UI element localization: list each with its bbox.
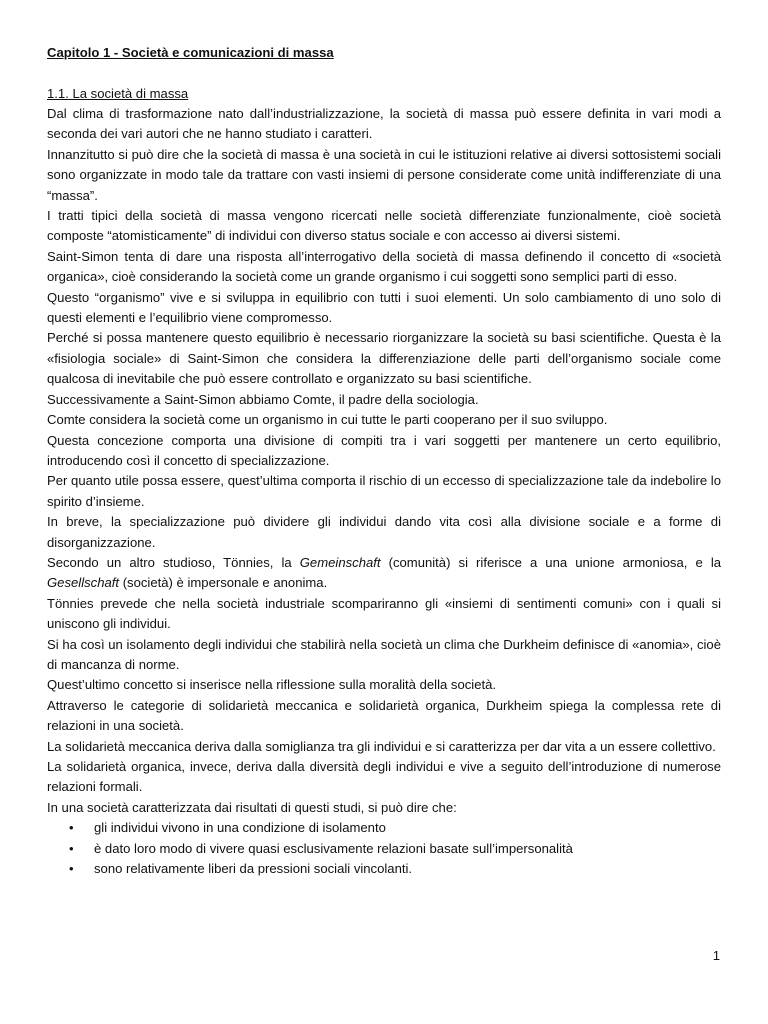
chapter-title: Capitolo 1 - Società e comunicazioni di massa	[47, 45, 334, 60]
section-title: 1.1. La società di massa	[47, 86, 189, 101]
paragraph: Perché si possa mantenere questo equilibrio è necessario riorganizzare la società su basi scientifiche. Questa è la «fisiologia sociale» di Saint-Simon che considera la differenziazione delle parti dell’organismo sociale come qualcosa di inevitabile che può essere controllato e organizzato su basi scientifiche.	[47, 330, 721, 387]
list-item-text: gli individui vivono in una condizione di isolamento	[94, 820, 386, 836]
paragraph: I tratti tipici della società di massa vengono ricercati nelle società differenziate funzionalmente, cioè società composte “atomisticamente” di individui con diverso status sociale e con accesso ai diversi sistemi.	[47, 208, 721, 244]
term-gemeinschaft: Gemeinschaft	[299, 554, 381, 570]
paragraph: Si ha così un isolamento degli individui che stabilirà nella società un clima che Durkheim definisce di «anomia», cioè di mancanza di norme.	[47, 636, 721, 672]
page-number: 1	[712, 948, 720, 963]
body-text	[47, 104, 721, 879]
paragraph: Successivamente a Saint-Simon abbiamo Comte, il padre della sociologia.	[47, 391, 479, 407]
paragraph: Comte considera la società come un organismo in cui tutte le parti cooperano per il suo sviluppo.	[47, 412, 608, 428]
text-run: (società) è impersonale e anonima.	[119, 575, 328, 591]
bullet-icon: •	[69, 820, 74, 836]
paragraph: La solidarietà organica, invece, deriva dalla diversità degli individui e vive a seguito dell’introduzione di numerose relazioni formali.	[47, 759, 721, 795]
paragraph: Innanzitutto si può dire che la società di massa è una società in cui le istituzioni relative ai diversi sottosistemi sociali sono organizzate in modo tale da trattare con vasti insiemi di persone considerate come unità indifferenziate di una “massa”.	[47, 146, 721, 203]
paragraph: Saint-Simon tenta di dare una risposta all’interrogativo della società di massa definendo il concetto di «società organica», cioè considerando la società come un grande organismo i cui soggetti sono semplici parti di esso.	[47, 248, 721, 285]
paragraph-tonnies	[47, 553, 721, 594]
paragraph: Quest’ultimo concetto si inserisce nella riflessione sulla moralità della società.	[47, 677, 497, 693]
paragraph: Per quanto utile possa essere, quest’ultima comporta il rischio di un eccesso di specializzazione tale da indebolire lo spirito d’insieme.	[47, 473, 721, 509]
list-item-text: è dato loro modo di vivere quasi esclusivamente relazioni basate sull’impersonalità	[94, 840, 573, 856]
term-gesellschaft: Gesellschaft	[47, 575, 120, 591]
list-item	[47, 859, 721, 879]
paragraph: Dal clima di trasformazione nato dall’industrializzazione, la società di massa può essere definita in vari modi a seconda dei vari autori che ne hanno studiato i caratteri.	[47, 106, 721, 142]
paragraph: In breve, la specializzazione può dividere gli individui dando vita così alla divisione sociale e a forme di disorganizzazione.	[47, 514, 721, 550]
paragraph: In una società caratterizzata dai risultati di questi studi, si può dire che:	[47, 799, 457, 815]
paragraph: Attraverso le categorie di solidarietà meccanica e solidarietà organica, Durkheim spiega la complessa rete di relazioni in una società.	[47, 697, 721, 734]
paragraph: Questo “organismo” vive e si sviluppa in equilibrio con tutti i suoi elementi. Un solo cambiamento di uno solo di questi elementi e l’equilibrio viene compromesso.	[47, 289, 721, 326]
paragraph: Tönnies prevede che nella società industriale scompariranno gli «insiemi di sentimenti comuni» con i quali si uniscono gli individui.	[47, 595, 721, 632]
list-item	[47, 839, 721, 859]
list-item	[47, 818, 721, 838]
paragraph: La solidarietà meccanica deriva dalla somiglianza tra gli individui e si caratterizza per dar vita a un essere collettivo.	[47, 738, 716, 754]
text-run: Secondo un altro studioso, Tönnies, la	[47, 554, 300, 570]
list-item-text: sono relativamente liberi da pressioni sociali vincolanti.	[94, 861, 413, 877]
bullet-icon: •	[69, 861, 74, 877]
text-run: (comunità) si riferisce a una unione armoniosa, e la	[380, 554, 722, 570]
paragraph: Questa concezione comporta una divisione di compiti tra i vari soggetti per mantenere un certo equilibrio, introducendo così il concetto di specializzazione.	[47, 432, 721, 468]
bullet-icon: •	[69, 840, 74, 856]
bullet-list	[47, 818, 721, 879]
